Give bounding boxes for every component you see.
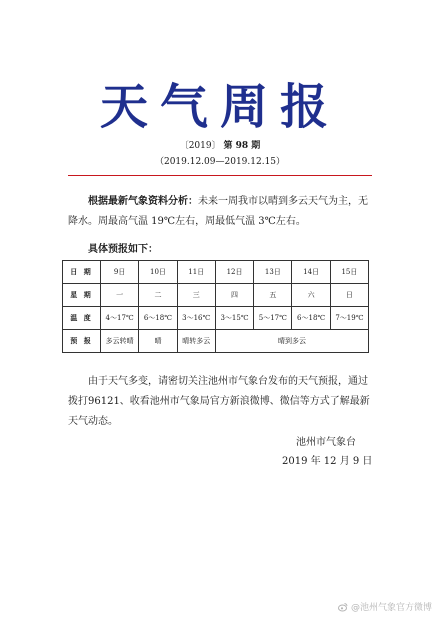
- forecast-cell: 晴到多云: [215, 330, 368, 353]
- date-cell: 11日: [177, 261, 215, 284]
- row-label-forecast: 预 报: [63, 330, 101, 353]
- weekday-cell: 二: [139, 284, 177, 307]
- forecast-cell: 晴转多云: [177, 330, 215, 353]
- temp-cell: 7～19℃: [330, 307, 368, 330]
- signature-date: 2019 年 12 月 9 日: [282, 456, 373, 467]
- date-cell: 13日: [254, 261, 292, 284]
- forecast-heading: 具体预报如下：: [88, 244, 158, 255]
- table-row-weekdays: [63, 284, 369, 307]
- temp-cell: 3～15℃: [215, 307, 253, 330]
- table-row-temps: [63, 307, 369, 330]
- masthead-title: 天气周报: [99, 79, 340, 135]
- row-label-week: 星 期: [63, 284, 101, 307]
- weekday-cell: 三: [177, 284, 215, 307]
- weekday-cell: 四: [215, 284, 253, 307]
- red-divider: [68, 175, 372, 176]
- analysis-body: 未来一周我市以晴到多云天气为主，无降水。周最高气温 19℃左右，周最低气温 3℃左右。: [68, 196, 368, 227]
- watermark: [338, 600, 432, 613]
- row-label-date: 日 期: [63, 261, 101, 284]
- signature-org: 池州市气象台: [296, 437, 356, 448]
- weekday-cell: 日: [330, 284, 368, 307]
- notice-paragraph: 由于天气多变，请密切关注池州市气象台发布的天气预报，通过拨打96121、收看池州市气象局官方新浪微博、微信等方式了解最新天气动态。: [68, 376, 370, 427]
- date-cell: 12日: [215, 261, 253, 284]
- issue-no: 第 98 期: [223, 141, 261, 151]
- watermark-text: @池州气象官方微博: [350, 603, 432, 613]
- temp-cell: 4～17℃: [101, 307, 139, 330]
- temp-cell: 5～17℃: [254, 307, 292, 330]
- temp-cell: 6～18℃: [139, 307, 177, 330]
- date-cell: 15日: [330, 261, 368, 284]
- weekday-cell: 一: [101, 284, 139, 307]
- temp-cell: 6～18℃: [292, 307, 330, 330]
- date-range: （2019.12.09—2019.12.15）: [154, 157, 286, 167]
- table-row-dates: [63, 261, 369, 284]
- date-cell: 14日: [292, 261, 330, 284]
- weibo-icon: [338, 602, 348, 612]
- weekday-cell: 六: [292, 284, 330, 307]
- temp-cell: 3～16℃: [177, 307, 215, 330]
- date-cell: 9日: [101, 261, 139, 284]
- row-label-temp: 温 度: [63, 307, 101, 330]
- date-cell: 10日: [139, 261, 177, 284]
- forecast-table: [62, 260, 369, 353]
- table-row-forecast: [63, 330, 369, 353]
- forecast-cell: 晴: [139, 330, 177, 353]
- weekday-cell: 五: [254, 284, 292, 307]
- analysis-paragraph: [68, 192, 372, 232]
- forecast-cell: 多云转晴: [101, 330, 139, 353]
- issue-year: 〔2019〕: [179, 141, 221, 151]
- analysis-lead: 根据最新气象资料分析：: [88, 196, 198, 207]
- issue-number: [0, 138, 440, 151]
